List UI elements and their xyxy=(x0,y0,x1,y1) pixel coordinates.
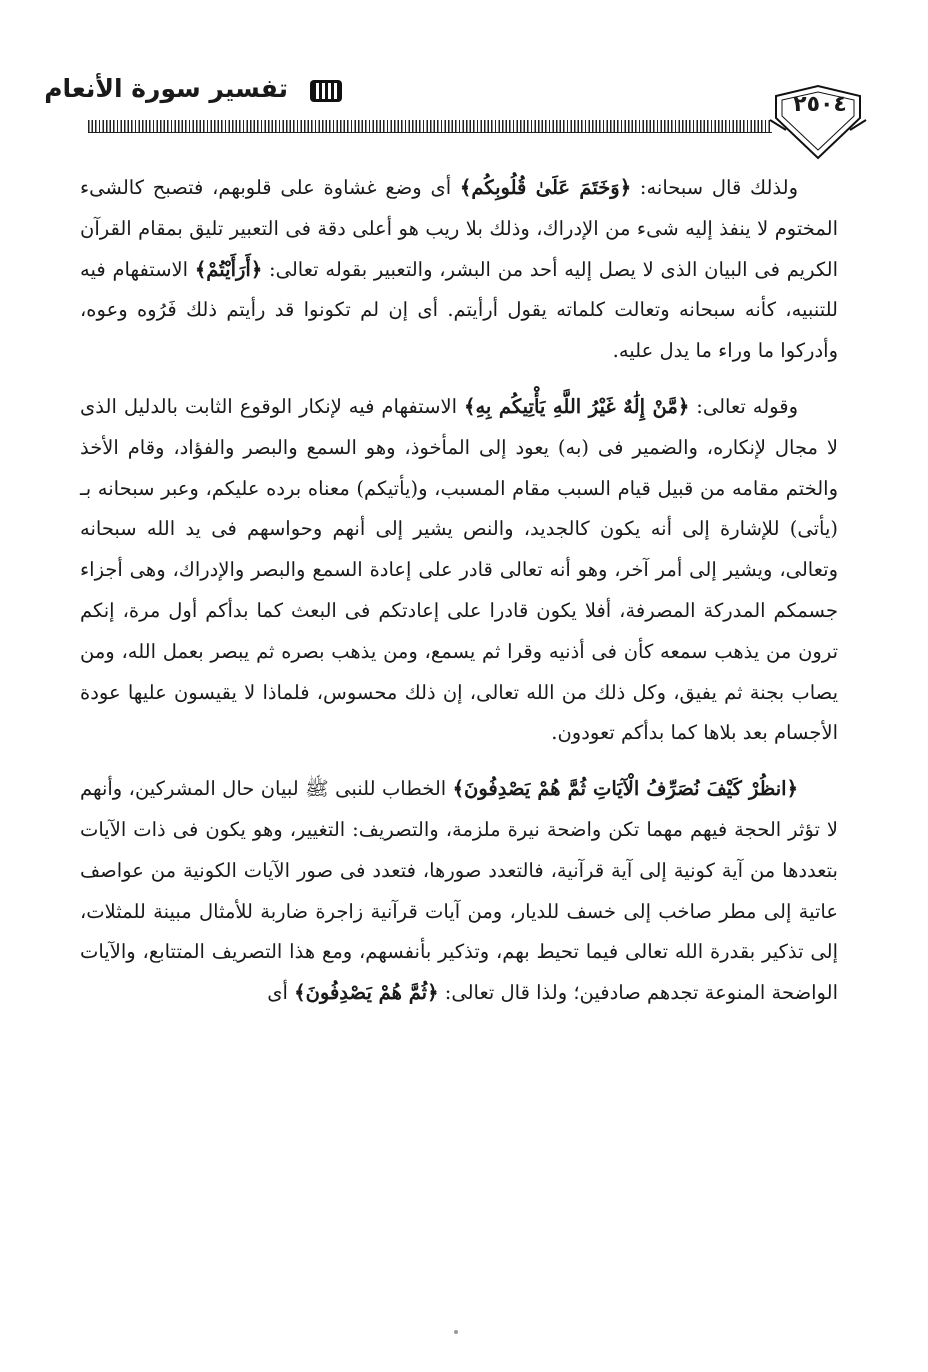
header-rule-line xyxy=(88,132,772,133)
footer-mark xyxy=(454,1330,458,1334)
quran-quote: ﴿ثُمَّ هُمْ يَصْدِفُونَ﴾ xyxy=(294,981,439,1005)
page-header xyxy=(0,0,928,160)
book-ornament-icon xyxy=(308,78,344,104)
paragraph-text: أى xyxy=(267,981,295,1005)
paragraph-text: ولذلك قال سبحانه: xyxy=(631,176,798,199)
paragraph-text: الاستفهام فيه لإنكار الوقوع الثابت بالدليل الذى لا مجال لإنكاره، والضمير فى (به) يعود إلى المأخوذ، وهو السمع والبصر والفؤاد، وقام الأخذ والختم مقامه من قبيل قيام السبب مقام المسبب، و(يأتيكم) معناه برده عليكم، وعبر سبحانه بـ (يأتى) للإشارة إلى أنه يكون كالجديد، والنص يشير إلى أنهم وحواسهم فى يد الله سبحانه وتعالى، ويشير إلى أمر آخر، وهو أنه تعالى قادر على إعادة السمع والبصر والإدراك، وهى أجزاء جسمكم المدركة المصرفة، أفلا يكون قادرا على إعادتكم فى البعث كما بدأكم أول مرة، إنكم ترون من يذهب سمعه كأن فى أذنيه وقرا ثم يسمع، ومن يذهب بصره ثم يبصر بعمل الله، ومن يصاب بجنة ثم يفيق، وكل ذلك من الله تعالى، إن ذلك محسوس، فلماذا لا يقيسون عليها عودة الأجسام بعد بلاها كما بدأكم تعودون. xyxy=(80,394,838,745)
quran-quote: ﴿انظُرْ كَيْفَ نُصَرِّفُ الْآيَاتِ ثُمَّ هُمْ يَصْدِفُونَ﴾ xyxy=(452,777,798,801)
header-rule xyxy=(88,120,772,132)
running-title: تفسير سورة الأنعام xyxy=(44,74,288,103)
quran-quote: ﴿وَخَتَمَ عَلَىٰ قُلُوبِكُم﴾ xyxy=(459,176,632,199)
paragraph-text: وقوله تعالى: xyxy=(689,394,798,418)
paragraph-text: الاستفهام فيه للتنبيه، كأنه سبحانه وتعالت كلماته يقول أرأيتم. أى إن لم تكونوا قد رأيتم ذلك فَرُوه وعوه، وأدركوا ما وراء ما يدل عليه. xyxy=(80,257,838,363)
paragraph xyxy=(80,168,838,372)
page-body xyxy=(80,168,838,1014)
quran-quote: ﴿مَّنْ إِلَٰهٌ غَيْرُ اللَّهِ يَأْتِيكُم بِهِ﴾ xyxy=(464,394,690,418)
paragraph-text: أى وضع غشاوة على قلوبهم، فتصبح كالشىء المختوم لا ينفذ إليه شىء من الإدراك، وذلك بلا ريب هو أعلى دقة فى التعبير تليق بمقام القرآن الكريم فى البيان الذى لا يصل إليه أحد من البشر، والتعبير بقوله تعالى: xyxy=(80,176,838,281)
paragraph-text: الخطاب للنبى ﷺ لبيان حال المشركين، وأنهم لا تؤثر الحجة فيهم مهما تكن واضحة نيرة ملزمة، والتصريف: التغيير، وهو يكون فى ذات الآيات بتعددها من آية كونية إلى آية قرآنية، فالتعدد صورها، فتعدد فى صور الآيات الكونية من عواصف عاتية إلى مطر صاخب إلى خسف للديار، ومن آيات قرآنية زاجرة ضاربة للأمثال مبينة للمثلات، إلى تذكير بقدرة الله تعالى فيما تحيط بهم، وتذكير بأنفسهم، ومع هذا التصريف المتتابع، والآيات الواضحة المنوعة تجدهم صادفين؛ ولذا قال تعالى: xyxy=(80,777,838,1005)
quran-quote: ﴿أَرَأَيْتُمْ﴾ xyxy=(194,257,263,281)
page-number: ٢٥٠٤ xyxy=(793,92,847,117)
paragraph xyxy=(80,769,838,1014)
paragraph xyxy=(80,387,838,754)
